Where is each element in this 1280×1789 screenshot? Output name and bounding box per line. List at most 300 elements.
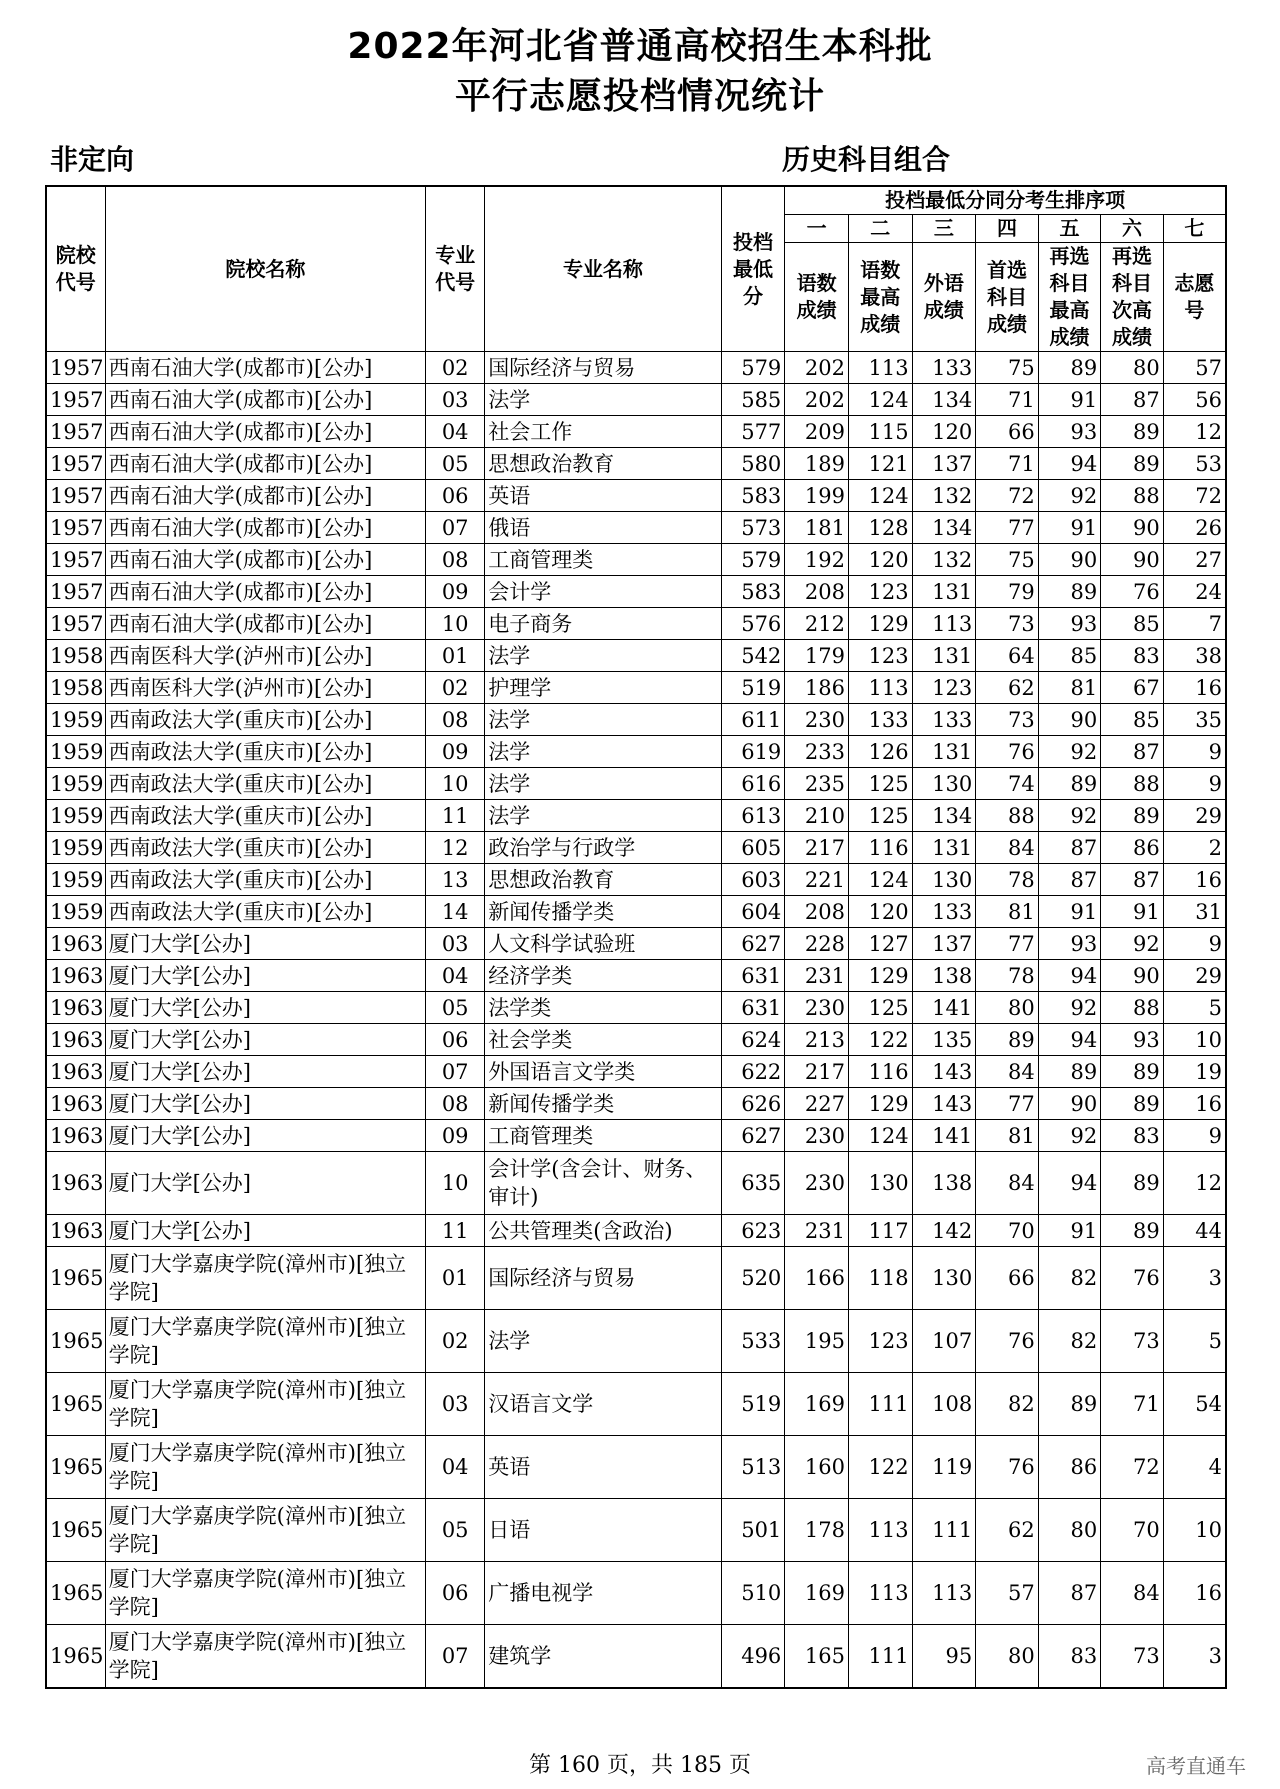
cell-major-code: 02 <box>426 1310 485 1373</box>
cell-foreign-language-score: 133 <box>912 352 976 384</box>
cell-first-subject-score: 73 <box>976 704 1039 736</box>
header-tiebreak-item-2: 语数最高成绩 <box>848 243 912 352</box>
cell-first-subject-score: 76 <box>976 736 1039 768</box>
cell-min-score: 619 <box>721 736 785 768</box>
cell-first-subject-score: 84 <box>976 832 1039 864</box>
cell-first-subject-score: 75 <box>976 352 1039 384</box>
table-row <box>46 1499 1226 1562</box>
cell-major-code: 02 <box>426 352 485 384</box>
cell-major-name: 法学 <box>485 736 721 768</box>
cell-major-name: 社会学类 <box>485 1024 721 1056</box>
cell-second-subject-max: 80 <box>1038 1499 1101 1562</box>
cell-major-name: 工商管理类 <box>485 544 721 576</box>
cell-foreign-language-score: 95 <box>912 1625 976 1689</box>
cell-chinese-math-max: 125 <box>848 768 912 800</box>
cell-chinese-math-max: 124 <box>848 1120 912 1152</box>
cell-second-subject-next: 91 <box>1101 896 1164 928</box>
cell-major-code: 07 <box>426 1625 485 1689</box>
cell-school-name: 厦门大学嘉庚学院(漳州市)[独立学院] <box>105 1310 426 1373</box>
table-row <box>46 736 1226 768</box>
cell-preference-number: 31 <box>1163 896 1226 928</box>
table-row <box>46 1247 1226 1310</box>
table-row <box>46 608 1226 640</box>
cell-min-score: 635 <box>721 1152 785 1215</box>
cell-min-score: 580 <box>721 448 785 480</box>
cell-major-code: 06 <box>426 1024 485 1056</box>
header-tiebreak-item-3: 外语成绩 <box>912 243 976 352</box>
cell-chinese-math-max: 113 <box>848 1499 912 1562</box>
cell-major-code: 03 <box>426 1373 485 1436</box>
cell-major-name: 新闻传播学类 <box>485 1088 721 1120</box>
cell-chinese-math-score: 208 <box>785 576 849 608</box>
cell-school-code: 1965 <box>46 1562 105 1625</box>
table-row <box>46 896 1226 928</box>
cell-preference-number: 9 <box>1163 1120 1226 1152</box>
cell-chinese-math-score: 199 <box>785 480 849 512</box>
cell-second-subject-next: 90 <box>1101 544 1164 576</box>
cell-major-name: 社会工作 <box>485 416 721 448</box>
cell-second-subject-next: 87 <box>1101 384 1164 416</box>
cell-chinese-math-score: 228 <box>785 928 849 960</box>
cell-min-score: 631 <box>721 960 785 992</box>
cell-major-name: 法学 <box>485 384 721 416</box>
cell-first-subject-score: 66 <box>976 1247 1039 1310</box>
header-major-code: 专业代号 <box>426 186 485 352</box>
cell-school-name: 西南石油大学(成都市)[公办] <box>105 544 426 576</box>
cell-chinese-math-score: 213 <box>785 1024 849 1056</box>
cell-major-code: 09 <box>426 576 485 608</box>
cell-chinese-math-score: 166 <box>785 1247 849 1310</box>
table-row <box>46 1056 1226 1088</box>
cell-first-subject-score: 77 <box>976 1088 1039 1120</box>
cell-chinese-math-max: 115 <box>848 416 912 448</box>
cell-major-name: 俄语 <box>485 512 721 544</box>
cell-preference-number: 12 <box>1163 416 1226 448</box>
header-tiebreak-item-5: 再选科目最高成绩 <box>1038 243 1101 352</box>
cell-chinese-math-max: 123 <box>848 576 912 608</box>
cell-second-subject-max: 90 <box>1038 1088 1101 1120</box>
cell-chinese-math-score: 179 <box>785 640 849 672</box>
cell-chinese-math-score: 227 <box>785 1088 849 1120</box>
cell-second-subject-next: 73 <box>1101 1625 1164 1689</box>
cell-major-name: 国际经济与贸易 <box>485 352 721 384</box>
cell-chinese-math-max: 122 <box>848 1024 912 1056</box>
table-row <box>46 672 1226 704</box>
cell-second-subject-max: 83 <box>1038 1625 1101 1689</box>
cell-second-subject-max: 89 <box>1038 1373 1101 1436</box>
cell-first-subject-score: 84 <box>976 1056 1039 1088</box>
cell-preference-number: 44 <box>1163 1215 1226 1247</box>
cell-first-subject-score: 74 <box>976 768 1039 800</box>
cell-school-name: 西南石油大学(成都市)[公办] <box>105 480 426 512</box>
cell-school-name: 西南石油大学(成都市)[公办] <box>105 608 426 640</box>
cell-first-subject-score: 84 <box>976 1152 1039 1215</box>
cell-min-score: 631 <box>721 992 785 1024</box>
cell-school-name: 西南石油大学(成都市)[公办] <box>105 384 426 416</box>
cell-major-name: 外国语言文学类 <box>485 1056 721 1088</box>
cell-school-code: 1957 <box>46 544 105 576</box>
cell-school-name: 西南石油大学(成都市)[公办] <box>105 576 426 608</box>
cell-second-subject-max: 94 <box>1038 960 1101 992</box>
cell-school-name: 厦门大学[公办] <box>105 1215 426 1247</box>
cell-chinese-math-score: 217 <box>785 1056 849 1088</box>
cell-first-subject-score: 80 <box>976 1625 1039 1689</box>
cell-first-subject-score: 75 <box>976 544 1039 576</box>
cell-foreign-language-score: 108 <box>912 1373 976 1436</box>
cell-first-subject-score: 89 <box>976 1024 1039 1056</box>
cell-preference-number: 3 <box>1163 1625 1226 1689</box>
header-rank-6: 六 <box>1101 215 1164 243</box>
table-row <box>46 1024 1226 1056</box>
cell-second-subject-max: 94 <box>1038 448 1101 480</box>
cell-second-subject-max: 87 <box>1038 1562 1101 1625</box>
cell-preference-number: 35 <box>1163 704 1226 736</box>
cell-first-subject-score: 71 <box>976 448 1039 480</box>
cell-chinese-math-max: 111 <box>848 1373 912 1436</box>
cell-foreign-language-score: 134 <box>912 512 976 544</box>
table-row <box>46 704 1226 736</box>
cell-min-score: 573 <box>721 512 785 544</box>
cell-preference-number: 29 <box>1163 800 1226 832</box>
cell-school-code: 1957 <box>46 416 105 448</box>
cell-second-subject-next: 88 <box>1101 992 1164 1024</box>
header-min-score: 投档最低分 <box>721 186 785 352</box>
cell-major-code: 01 <box>426 1247 485 1310</box>
cell-chinese-math-max: 124 <box>848 384 912 416</box>
cell-school-code: 1958 <box>46 672 105 704</box>
cell-min-score: 604 <box>721 896 785 928</box>
cell-school-code: 1957 <box>46 608 105 640</box>
cell-second-subject-max: 92 <box>1038 480 1101 512</box>
cell-school-code: 1965 <box>46 1247 105 1310</box>
cell-major-code: 06 <box>426 1562 485 1625</box>
cell-foreign-language-score: 119 <box>912 1436 976 1499</box>
cell-foreign-language-score: 143 <box>912 1088 976 1120</box>
cell-second-subject-next: 88 <box>1101 768 1164 800</box>
table-row <box>46 960 1226 992</box>
table-row <box>46 864 1226 896</box>
cell-preference-number: 9 <box>1163 736 1226 768</box>
cell-major-code: 06 <box>426 480 485 512</box>
cell-chinese-math-score: 210 <box>785 800 849 832</box>
cell-preference-number: 5 <box>1163 992 1226 1024</box>
cell-foreign-language-score: 131 <box>912 640 976 672</box>
cell-preference-number: 9 <box>1163 768 1226 800</box>
cell-chinese-math-max: 111 <box>848 1625 912 1689</box>
cell-second-subject-next: 87 <box>1101 736 1164 768</box>
cell-chinese-math-max: 127 <box>848 928 912 960</box>
cell-major-code: 07 <box>426 512 485 544</box>
cell-second-subject-next: 86 <box>1101 832 1164 864</box>
cell-second-subject-max: 89 <box>1038 768 1101 800</box>
cell-school-name: 西南政法大学(重庆市)[公办] <box>105 800 426 832</box>
watermark: 高考直通车 <box>1146 1754 1246 1778</box>
cell-chinese-math-score: 217 <box>785 832 849 864</box>
cell-school-code: 1963 <box>46 1088 105 1120</box>
cell-major-name: 建筑学 <box>485 1625 721 1689</box>
cell-foreign-language-score: 141 <box>912 992 976 1024</box>
cell-chinese-math-score: 202 <box>785 352 849 384</box>
table-row <box>46 384 1226 416</box>
header-tiebreak-group: 投档最低分同分考生排序项 <box>785 186 1226 215</box>
cell-chinese-math-score: 208 <box>785 896 849 928</box>
cell-school-name: 厦门大学嘉庚学院(漳州市)[独立学院] <box>105 1247 426 1310</box>
cell-foreign-language-score: 133 <box>912 704 976 736</box>
cell-major-name: 法学类 <box>485 992 721 1024</box>
cell-second-subject-next: 93 <box>1101 1024 1164 1056</box>
cell-first-subject-score: 81 <box>976 896 1039 928</box>
page-footer: 第 160 页，共 185 页 <box>529 1753 751 1778</box>
cell-major-name: 法学 <box>485 1310 721 1373</box>
cell-second-subject-max: 91 <box>1038 1215 1101 1247</box>
cell-first-subject-score: 78 <box>976 864 1039 896</box>
cell-min-score: 579 <box>721 544 785 576</box>
cell-foreign-language-score: 107 <box>912 1310 976 1373</box>
cell-chinese-math-max: 113 <box>848 672 912 704</box>
cell-major-name: 工商管理类 <box>485 1120 721 1152</box>
cell-second-subject-max: 91 <box>1038 896 1101 928</box>
cell-first-subject-score: 73 <box>976 608 1039 640</box>
cell-second-subject-next: 89 <box>1101 800 1164 832</box>
cell-second-subject-max: 93 <box>1038 928 1101 960</box>
cell-major-code: 11 <box>426 800 485 832</box>
header-tiebreak-item-4: 首选科目成绩 <box>976 243 1039 352</box>
cell-second-subject-next: 73 <box>1101 1310 1164 1373</box>
cell-school-name: 厦门大学[公办] <box>105 1056 426 1088</box>
cell-foreign-language-score: 135 <box>912 1024 976 1056</box>
cell-school-code: 1963 <box>46 1215 105 1247</box>
cell-school-name: 厦门大学嘉庚学院(漳州市)[独立学院] <box>105 1436 426 1499</box>
cell-major-name: 法学 <box>485 800 721 832</box>
table-row <box>46 640 1226 672</box>
cell-school-code: 1965 <box>46 1436 105 1499</box>
cell-preference-number: 2 <box>1163 832 1226 864</box>
cell-preference-number: 4 <box>1163 1436 1226 1499</box>
page-title: 2022年河北省普通高校招生本科批 <box>347 26 933 67</box>
cell-school-name: 厦门大学嘉庚学院(漳州市)[独立学院] <box>105 1625 426 1689</box>
cell-preference-number: 9 <box>1163 928 1226 960</box>
cell-major-code: 09 <box>426 736 485 768</box>
cell-school-code: 1957 <box>46 384 105 416</box>
cell-chinese-math-max: 128 <box>848 512 912 544</box>
cell-school-code: 1959 <box>46 736 105 768</box>
cell-foreign-language-score: 143 <box>912 1056 976 1088</box>
cell-min-score: 513 <box>721 1436 785 1499</box>
cell-preference-number: 19 <box>1163 1056 1226 1088</box>
cell-school-code: 1959 <box>46 800 105 832</box>
cell-school-code: 1965 <box>46 1499 105 1562</box>
cell-first-subject-score: 76 <box>976 1310 1039 1373</box>
cell-min-score: 627 <box>721 928 785 960</box>
cell-min-score: 519 <box>721 1373 785 1436</box>
cell-chinese-math-score: 192 <box>785 544 849 576</box>
cell-min-score: 603 <box>721 864 785 896</box>
cell-chinese-math-score: 189 <box>785 448 849 480</box>
cell-school-code: 1957 <box>46 480 105 512</box>
cell-chinese-math-score: 169 <box>785 1562 849 1625</box>
cell-second-subject-max: 90 <box>1038 544 1101 576</box>
cell-chinese-math-max: 129 <box>848 1088 912 1120</box>
page-subtitle: 平行志愿投档情况统计 <box>454 76 825 117</box>
cell-chinese-math-max: 120 <box>848 896 912 928</box>
cell-major-code: 02 <box>426 672 485 704</box>
cell-chinese-math-max: 116 <box>848 1056 912 1088</box>
cell-first-subject-score: 80 <box>976 992 1039 1024</box>
cell-preference-number: 16 <box>1163 672 1226 704</box>
cell-major-code: 11 <box>426 1215 485 1247</box>
cell-first-subject-score: 81 <box>976 1120 1039 1152</box>
cell-school-code: 1965 <box>46 1373 105 1436</box>
table-row <box>46 832 1226 864</box>
table-row <box>46 544 1226 576</box>
cell-major-code: 04 <box>426 416 485 448</box>
cell-major-name: 思想政治教育 <box>485 448 721 480</box>
cell-major-code: 10 <box>426 608 485 640</box>
cell-school-code: 1963 <box>46 1056 105 1088</box>
cell-second-subject-max: 85 <box>1038 640 1101 672</box>
cell-chinese-math-score: 233 <box>785 736 849 768</box>
cell-second-subject-next: 90 <box>1101 512 1164 544</box>
cell-school-code: 1957 <box>46 352 105 384</box>
cell-major-code: 03 <box>426 928 485 960</box>
cell-foreign-language-score: 123 <box>912 672 976 704</box>
cell-school-name: 厦门大学嘉庚学院(漳州市)[独立学院] <box>105 1499 426 1562</box>
cell-major-name: 公共管理类(含政治) <box>485 1215 721 1247</box>
cell-min-score: 577 <box>721 416 785 448</box>
cell-first-subject-score: 66 <box>976 416 1039 448</box>
cell-major-name: 日语 <box>485 1499 721 1562</box>
cell-chinese-math-max: 121 <box>848 448 912 480</box>
cell-second-subject-max: 81 <box>1038 672 1101 704</box>
cell-second-subject-next: 90 <box>1101 960 1164 992</box>
cell-preference-number: 38 <box>1163 640 1226 672</box>
header-tiebreak-item-1: 语数成绩 <box>785 243 849 352</box>
cell-school-code: 1959 <box>46 864 105 896</box>
cell-min-score: 519 <box>721 672 785 704</box>
cell-chinese-math-score: 181 <box>785 512 849 544</box>
cell-chinese-math-score: 230 <box>785 1120 849 1152</box>
cell-preference-number: 24 <box>1163 576 1226 608</box>
cell-chinese-math-score: 230 <box>785 992 849 1024</box>
cell-school-code: 1957 <box>46 512 105 544</box>
cell-second-subject-max: 94 <box>1038 1152 1101 1215</box>
cell-school-name: 厦门大学[公办] <box>105 992 426 1024</box>
cell-major-code: 10 <box>426 768 485 800</box>
table-row <box>46 352 1226 384</box>
cell-second-subject-next: 89 <box>1101 448 1164 480</box>
cell-preference-number: 26 <box>1163 512 1226 544</box>
cell-school-code: 1959 <box>46 896 105 928</box>
table-row <box>46 1120 1226 1152</box>
cell-second-subject-max: 93 <box>1038 608 1101 640</box>
cell-second-subject-next: 89 <box>1101 1215 1164 1247</box>
cell-preference-number: 72 <box>1163 480 1226 512</box>
cell-chinese-math-max: 130 <box>848 1152 912 1215</box>
cell-chinese-math-max: 124 <box>848 864 912 896</box>
cell-chinese-math-score: 231 <box>785 960 849 992</box>
table-row <box>46 512 1226 544</box>
cell-chinese-math-max: 129 <box>848 960 912 992</box>
cell-min-score: 583 <box>721 480 785 512</box>
cell-first-subject-score: 62 <box>976 1499 1039 1562</box>
cell-second-subject-next: 88 <box>1101 480 1164 512</box>
cell-major-name: 汉语言文学 <box>485 1373 721 1436</box>
cell-preference-number: 54 <box>1163 1373 1226 1436</box>
cell-preference-number: 3 <box>1163 1247 1226 1310</box>
cell-second-subject-max: 82 <box>1038 1247 1101 1310</box>
cell-second-subject-next: 70 <box>1101 1499 1164 1562</box>
cell-second-subject-next: 92 <box>1101 928 1164 960</box>
cell-preference-number: 7 <box>1163 608 1226 640</box>
cell-school-name: 厦门大学[公办] <box>105 928 426 960</box>
cell-major-name: 会计学(含会计、财务、审计) <box>485 1152 721 1215</box>
cell-school-code: 1963 <box>46 960 105 992</box>
cell-first-subject-score: 70 <box>976 1215 1039 1247</box>
cell-chinese-math-score: 212 <box>785 608 849 640</box>
cell-chinese-math-max: 113 <box>848 1562 912 1625</box>
cell-second-subject-next: 76 <box>1101 576 1164 608</box>
cell-school-code: 1963 <box>46 1152 105 1215</box>
cell-school-code: 1963 <box>46 1024 105 1056</box>
cell-second-subject-max: 92 <box>1038 736 1101 768</box>
cell-school-name: 厦门大学嘉庚学院(漳州市)[独立学院] <box>105 1562 426 1625</box>
table-row <box>46 416 1226 448</box>
cell-school-code: 1957 <box>46 448 105 480</box>
cell-foreign-language-score: 131 <box>912 832 976 864</box>
cell-school-name: 厦门大学[公办] <box>105 1152 426 1215</box>
cell-chinese-math-score: 230 <box>785 704 849 736</box>
cell-foreign-language-score: 111 <box>912 1499 976 1562</box>
cell-second-subject-max: 92 <box>1038 800 1101 832</box>
cell-major-name: 英语 <box>485 1436 721 1499</box>
subject-combination-label: 历史科目组合 <box>782 143 951 176</box>
cell-second-subject-next: 76 <box>1101 1247 1164 1310</box>
cell-major-code: 08 <box>426 1088 485 1120</box>
cell-second-subject-next: 83 <box>1101 640 1164 672</box>
cell-chinese-math-score: 209 <box>785 416 849 448</box>
table-row <box>46 1310 1226 1373</box>
table-row <box>46 1436 1226 1499</box>
cell-second-subject-max: 82 <box>1038 1310 1101 1373</box>
cell-foreign-language-score: 130 <box>912 1247 976 1310</box>
cell-major-name: 新闻传播学类 <box>485 896 721 928</box>
cell-chinese-math-max: 125 <box>848 800 912 832</box>
cell-chinese-math-max: 133 <box>848 704 912 736</box>
cell-school-code: 1957 <box>46 576 105 608</box>
cell-foreign-language-score: 132 <box>912 544 976 576</box>
cell-school-name: 西南政法大学(重庆市)[公办] <box>105 864 426 896</box>
cell-school-name: 西南政法大学(重庆市)[公办] <box>105 768 426 800</box>
cell-major-code: 01 <box>426 640 485 672</box>
cell-major-name: 护理学 <box>485 672 721 704</box>
cell-min-score: 496 <box>721 1625 785 1689</box>
cell-second-subject-next: 67 <box>1101 672 1164 704</box>
cell-school-name: 西南政法大学(重庆市)[公办] <box>105 896 426 928</box>
cell-foreign-language-score: 142 <box>912 1215 976 1247</box>
cell-school-code: 1958 <box>46 640 105 672</box>
cell-major-code: 07 <box>426 1056 485 1088</box>
cell-major-name: 电子商务 <box>485 608 721 640</box>
table-row <box>46 1562 1226 1625</box>
cell-major-code: 08 <box>426 704 485 736</box>
cell-min-score: 579 <box>721 352 785 384</box>
cell-min-score: 626 <box>721 1088 785 1120</box>
cell-chinese-math-score: 165 <box>785 1625 849 1689</box>
cell-chinese-math-max: 122 <box>848 1436 912 1499</box>
cell-major-name: 英语 <box>485 480 721 512</box>
cell-second-subject-next: 89 <box>1101 1056 1164 1088</box>
cell-school-name: 厦门大学[公办] <box>105 1120 426 1152</box>
